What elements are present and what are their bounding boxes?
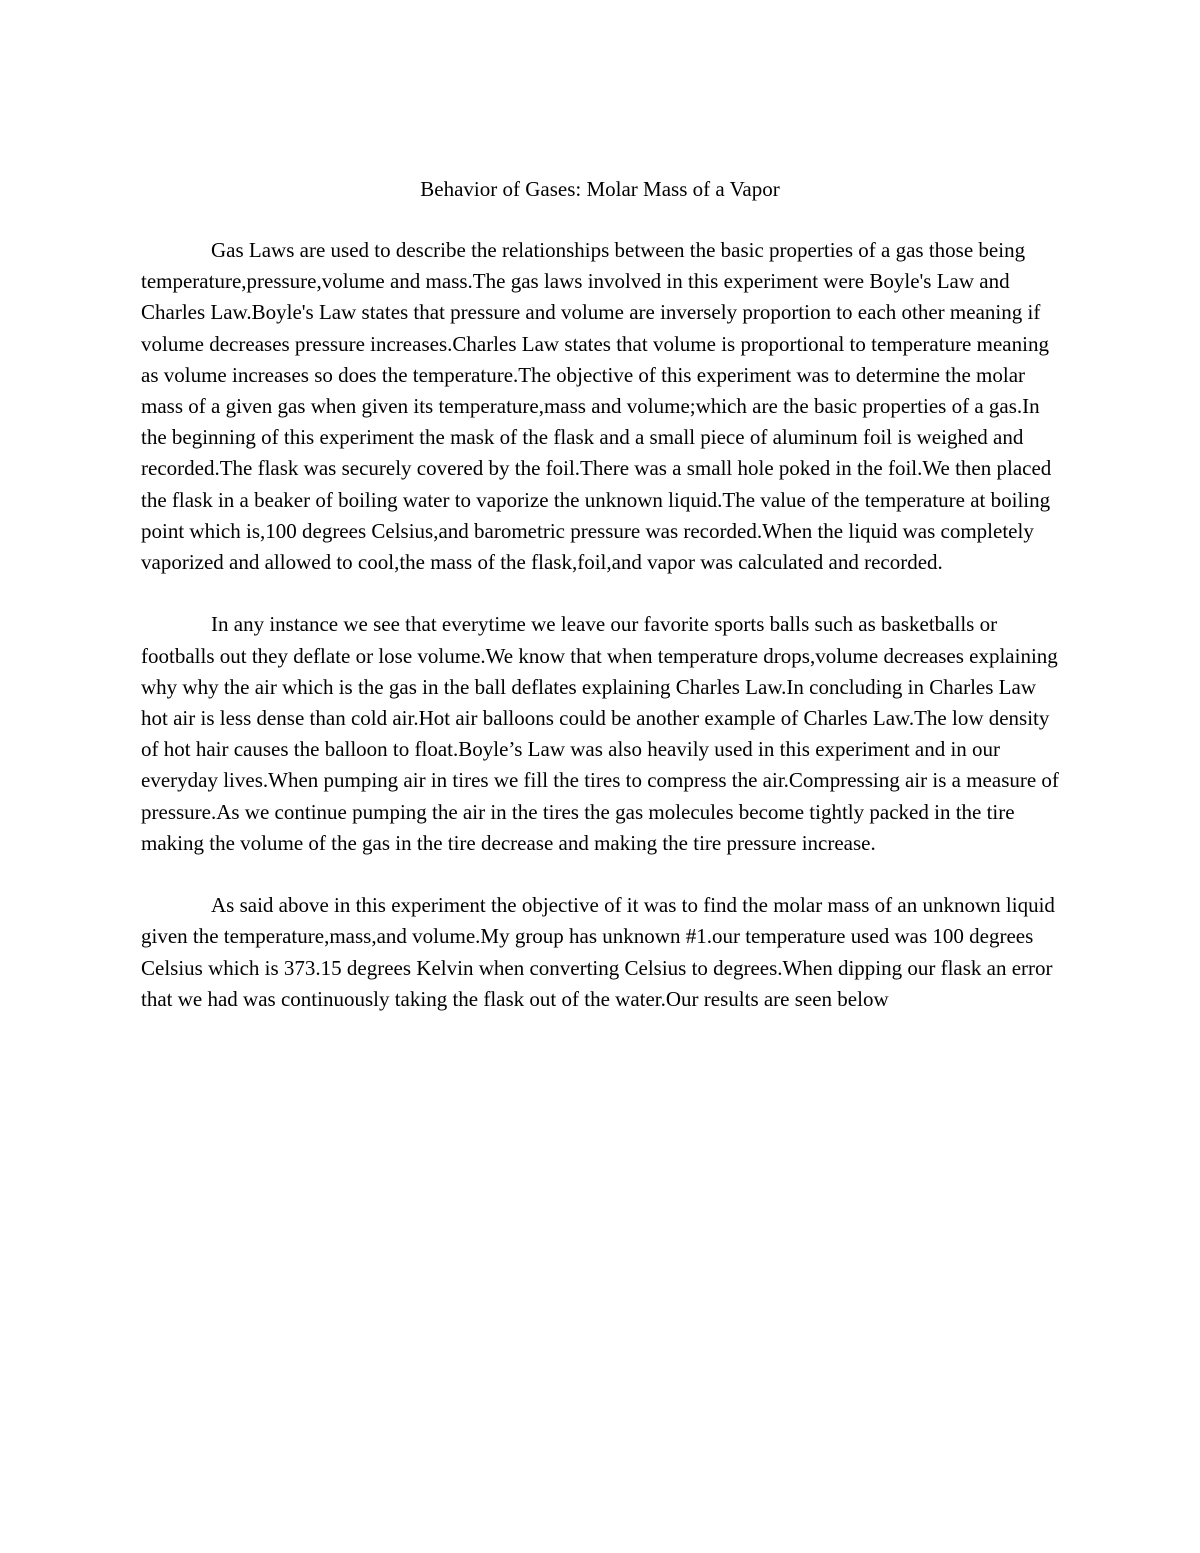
document-title: Behavior of Gases: Molar Mass of a Vapor <box>420 177 780 201</box>
document-body <box>141 235 1063 1015</box>
paragraph-everyday-examples: In any instance we see that everytime we leave our favorite sports balls such as basketballs or footballs out they deflate or lose volume.We know that when temperature drops,volume decreases explaining why why the air which is the gas in the ball deflates explaining Charles Law.In concluding in Charles Law hot air is less dense than cold air.Hot air balloons could be another example of Charles Law.The low density of hot hair causes the balloon to float.Boyle’s Law was also heavily used in this experiment and in our everyday lives.When pumping air in tires we fill the tires to compress the air.Compressing air is a measure of pressure.As we continue pumping the air in the tires the gas molecules become tightly packed in the tire making the volume of the gas in the tire decrease and making the tire pressure increase. <box>141 612 1059 855</box>
paragraph-experiment-results: As said above in this experiment the objective of it was to find the molar mass of an unknown liquid given the temperature,mass,and volume.My group has unknown #1.our temperature used was 100 degrees Celsius which is 373.15 degrees Kelvin when converting Celsius to degrees.When dipping our flask an error that we had was continuously taking the flask out of the water.Our results are seen below <box>141 893 1055 1011</box>
paragraph-gas-laws: Gas Laws are used to describe the relationships between the basic properties of a gas those being temperature,pressure,volume and mass.The gas laws involved in this experiment were Boyle's Law and Charles Law.Boyle's Law states that pressure and volume are inversely proportion to each other meaning if volume decreases pressure increases.Charles Law states that volume is proportional to temperature meaning as volume increases so does the temperature.The objective of this experiment was to determine the molar mass of a given gas when given its temperature,mass and volume;which are the basic properties of a gas.In the beginning of this experiment the mask of the flask and a small piece of aluminum foil is weighed and recorded.The flask was securely covered by the foil.There was a small hole poked in the foil.We then placed the flask in a beaker of boiling water to vaporize the unknown liquid.The value of the temperature at boiling point which is,100 degrees Celsius,and barometric pressure was recorded.When the liquid was completely vaporized and allowed to cool,the mass of the flask,foil,and vapor was calculated and recorded. <box>141 238 1052 575</box>
